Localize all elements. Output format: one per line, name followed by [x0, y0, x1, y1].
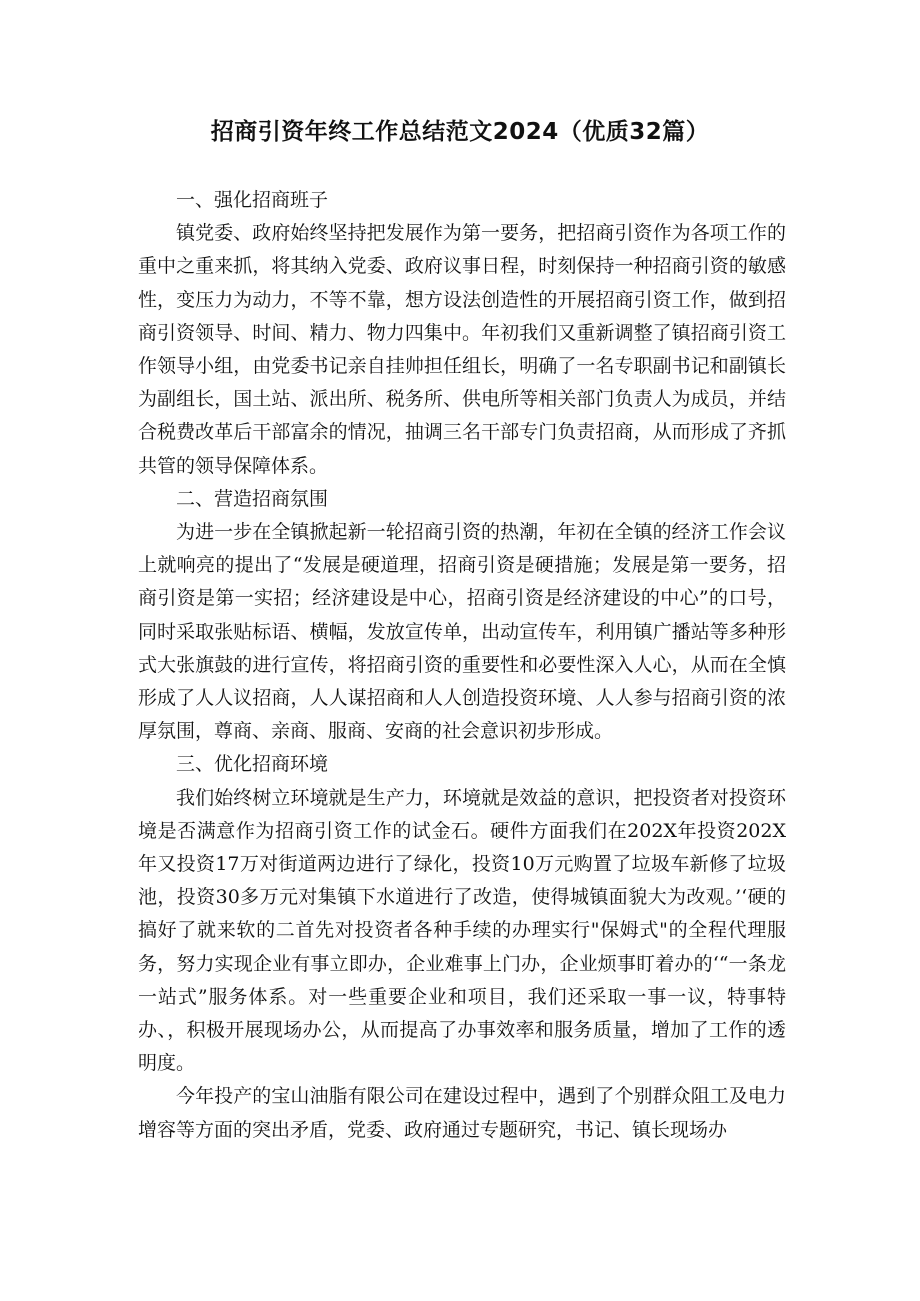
document-body	[138, 184, 786, 1147]
section-3-paragraph-2: 今年投产的宝山油脂有限公司在建设过程中，遇到了个别群众阻工及电力增容等方面的突出矛盾，党委、政府通过专题研究，书记、镇长现场办	[138, 1085, 786, 1141]
section-2-paragraph-1: 为进一步在全镇掀起新一轮招商引资的热潮，年初在全镇的经济工作会议上就响亮的提出了“发展是硬道理，招商引资是硬措施；发展是第一要务，招商引资是第一实招；经济建设是中心，招商引资是经济建设的中心”的口号，同时采取张贴标语、横幅，发放宣传单，出动宣传车，利用镇广播站等多种形式大张旗鼓的进行宣传，将招商引资的重要性和必要性深入人心，从而在全慎形成了人人议招商，人人谋招商和人人创造投资环境、人人参与招商引资的浓厚氛围，尊商、亲商、服商、安商的社会意识初步形成。	[138, 521, 786, 743]
section-3-paragraph-1: 我们始终树立环境就是生产力，环境就是效益的意识，把投资者对投资环境是否满意作为招商引资工作的试金石。硬件方面我们在202X年投资202X年又投资17万对街道两边进行了绿化，投资10万元购置了垃圾车新修了垃圾池，投资30多万元对集镇下水道进行了改造，使得城镇面貌大为改观。’‘硬的搞好了就来软的二首先对投资者各种手续的办理实行"保姆式"的全程代理服务，努力实现企业有事立即办，企业难事上门办，企业烦事盯着办的‘“一条龙一站式”服务体系。对一些重要企业和项目，我们还采取一事一议，特事特办、，积极开展现场办公，从而提高了办事效率和服务质量，增加了工作的透明度。	[138, 786, 786, 1075]
section-1-paragraph-1: 镇党委、政府始终坚持把发展作为第一要务，把招商引资作为各项工作的重中之重来抓，将其纳入党委、政府议事日程，时刻保持一种招商引资的敏感性，变压力为动力，不等不靠，想方设法创造性的开展招商引资工作，做到招商引资领导、时间、精力、物力四集中。年初我们又重新调整了镇招商引资工作领导小组，由党委书记亲自挂帅担任组长，明确了一名专职副书记和副镇长为副组长，国土站、派出所、税务所、供电所等相关部门负责人为成员，并结合税费改革后干部富余的情况，抽调三名干部专门负责招商，从而形成了齐抓共管的领导保障体系。	[138, 222, 786, 477]
document-title: 招商引资年终工作总结范文2024（优质32篇）	[210, 119, 710, 145]
section-heading-2: 二、营造招商氛围	[176, 487, 329, 510]
section-heading-1: 一、强化招商班子	[176, 189, 329, 211]
section-heading-3: 三、优化招商环境	[176, 753, 329, 776]
